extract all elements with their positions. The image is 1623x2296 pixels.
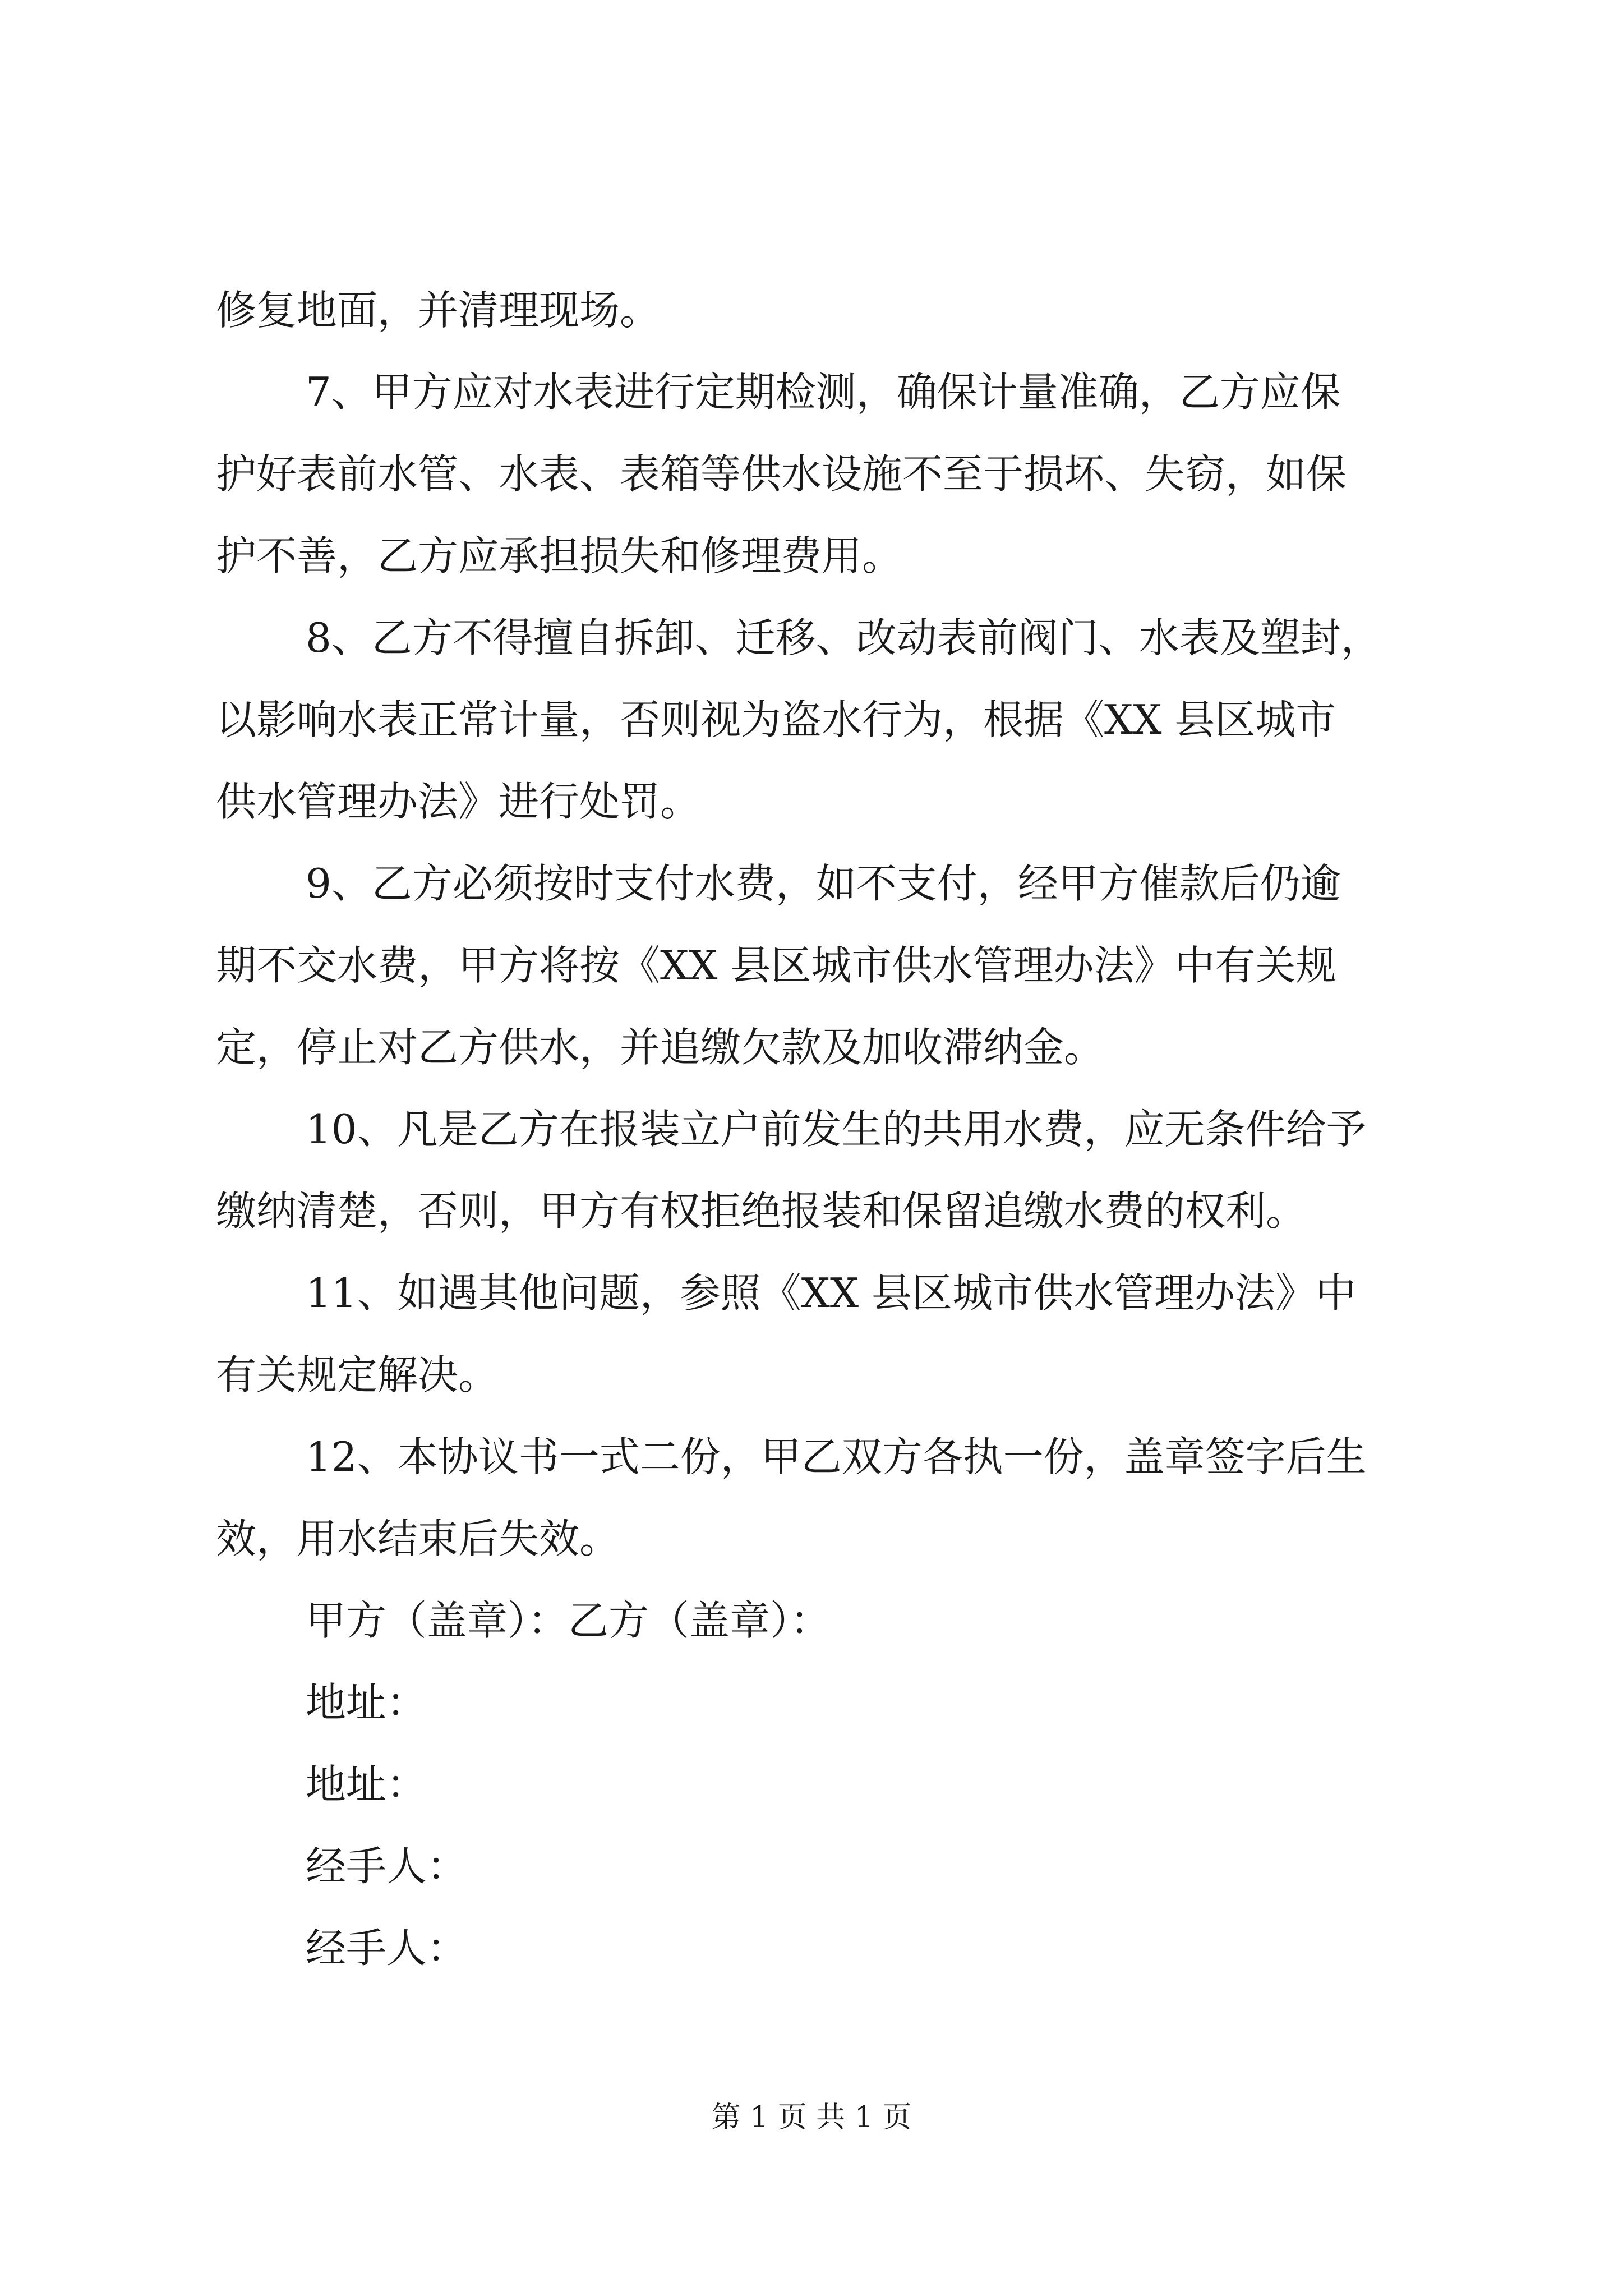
- clause-9-line-2: 期不交水费，甲方将按《XX 县区城市供水管理办法》中有关规: [216, 942, 1336, 989]
- document-body: [216, 269, 1422, 1989]
- clause-7-line-2: 护好表前水管、水表、表箱等供水设施不至于损坏、失窃，如保: [216, 450, 1347, 498]
- clause-10-line-2: 缴纳清楚，否则，甲方有权拒绝报装和保留追缴水费的权利。: [216, 1188, 1307, 1235]
- clause-12-line-2: 效，用水结束后失效。: [216, 1515, 620, 1562]
- clause-8-line-3: 供水管理办法》进行处罚。: [216, 778, 701, 825]
- clause-9-line-3: 定，停止对乙方供水，并追缴欠款及加收滞纳金。: [216, 1024, 1105, 1071]
- clause-8-line-1: 8、乙方不得擅自拆卸、迁移、改动表前阀门、水表及塑封，: [306, 614, 1381, 661]
- signature-address-b: 地址：: [306, 1761, 427, 1808]
- signature-handler-a: 经手人：: [306, 1843, 468, 1890]
- clause-7-line-3: 护不善，乙方应承担损失和修理费用。: [216, 532, 903, 579]
- page-footer: 第 1 页 共 1 页: [711, 2101, 912, 2134]
- clause-7-line-1: 7、甲方应对水表进行定期检测，确保计量准确，乙方应保: [306, 369, 1341, 416]
- clause-8-line-2: 以影响水表正常计量，否则视为盗水行为，根据《XX 县区城市: [216, 696, 1336, 743]
- clause-11-line-1: 11、如遇其他问题，参照《XX 县区城市供水管理办法》中: [306, 1269, 1357, 1317]
- clause-11-line-2: 有关规定解决。: [216, 1351, 499, 1398]
- clause-12-line-1: 12、本协议书一式二份，甲乙双方各执一份，盖章签字后生: [306, 1433, 1367, 1480]
- signature-party-seals: 甲方（盖章）：乙方（盖章）：: [306, 1597, 831, 1644]
- clause-10-line-1: 10、凡是乙方在报装立户前发生的共用水费，应无条件给予: [306, 1106, 1367, 1153]
- paragraph-line: 修复地面，并清理现场。: [216, 287, 661, 334]
- signature-address-a: 地址：: [306, 1679, 427, 1726]
- clause-9-line-1: 9、乙方必须按时支付水费，如不支付，经甲方催款后仍逾: [306, 860, 1341, 907]
- signature-handler-b: 经手人：: [306, 1925, 468, 1972]
